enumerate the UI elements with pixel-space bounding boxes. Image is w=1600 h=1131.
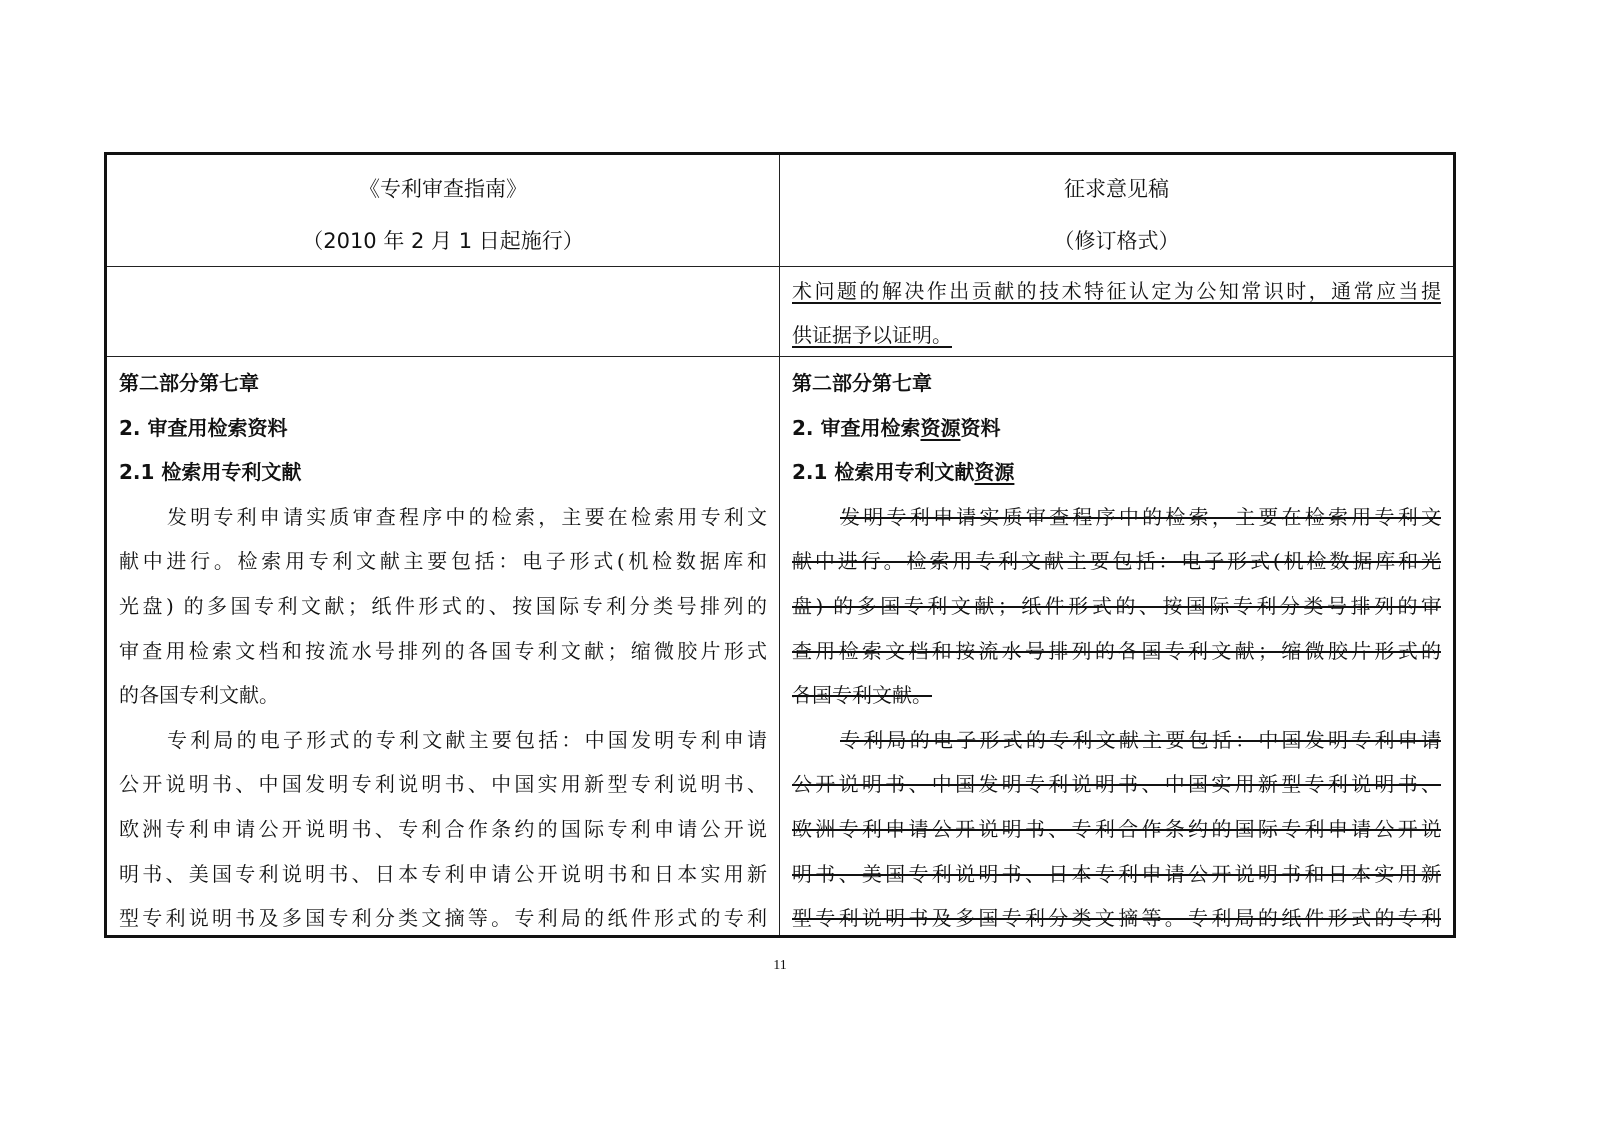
deleted-paragraph-line: 型专利说明书及多国专利分类文摘等。专利局的纸件形式的专利 xyxy=(792,906,1441,931)
paragraph-line: 明书、美国专利说明书、日本专利申请公开说明书和日本实用新 xyxy=(119,861,767,886)
inserted-text: 资源 xyxy=(974,460,1015,485)
deleted-paragraph-line: 查用检索文档和按流水号排列的各国专利文献；缩微胶片形式的 xyxy=(792,638,1441,663)
paragraph-line: 光盘) 的多国专利文献；纸件形式的、按国际专利分类号排列的 xyxy=(119,593,767,618)
deleted-paragraph-line: 盘) 的多国专利文献；纸件形式的、按国际专利分类号排列的审 xyxy=(792,593,1441,618)
right-continuation-cell xyxy=(780,267,1453,357)
comparison-table xyxy=(104,152,1456,938)
paragraph-line: 的各国专利文献。 xyxy=(119,683,279,708)
inserted-text-line: 供证据予以证明。 xyxy=(792,323,952,347)
deleted-paragraph-line: 各国专利文献。 xyxy=(792,683,932,708)
left-body-cell xyxy=(107,357,780,935)
deleted-paragraph-line: 欧洲专利申请公开说明书、专利合作条约的国际专利申请公开说 xyxy=(792,816,1441,841)
section-heading: 2. 审查用检索资源资料 xyxy=(792,415,1001,440)
left-header-title: 《专利审查指南》 xyxy=(359,177,527,201)
left-header-subtitle: （2010 年 2 月 1 日起施行） xyxy=(302,229,584,253)
chapter-heading: 第二部分第七章 xyxy=(119,371,259,395)
paragraph-line: 献中进行。检索用专利文献主要包括：电子形式(机检数据库和 xyxy=(119,549,767,574)
subsection-heading: 2.1 检索用专利文献资源 xyxy=(792,460,1015,485)
right-body-cell xyxy=(780,357,1453,935)
deleted-paragraph-line: 专利局的电子形式的专利文献主要包括：中国发明专利申请 xyxy=(840,727,1441,752)
right-header-subtitle: （修订格式） xyxy=(1053,229,1180,253)
section-heading: 2. 审查用检索资料 xyxy=(119,415,288,440)
deleted-paragraph-line: 发明专利申请实质审查程序中的检索，主要在检索用专利文 xyxy=(840,504,1441,529)
deleted-paragraph-line: 公开说明书、中国发明专利说明书、中国实用新型专利说明书、 xyxy=(792,772,1441,797)
paragraph-line: 审查用检索文档和按流水号排列的各国专利文献；缩微胶片形式 xyxy=(119,638,767,663)
subsection-heading: 2.1 检索用专利文献 xyxy=(119,460,302,485)
deleted-paragraph-line: 献中进行。检索用专利文献主要包括：电子形式(机检数据库和光 xyxy=(792,549,1441,574)
paragraph-line: 型专利说明书及多国专利分类文摘等。专利局的纸件形式的专利 xyxy=(119,906,767,931)
left-column-header xyxy=(107,155,780,267)
deleted-paragraph-line: 明书、美国专利说明书、日本专利申请公开说明书和日本实用新 xyxy=(792,861,1441,886)
left-continuation-cell xyxy=(107,267,780,357)
paragraph-line: 公开说明书、中国发明专利说明书、中国实用新型专利说明书、 xyxy=(119,772,767,797)
paragraph-line: 欧洲专利申请公开说明书、专利合作条约的国际专利申请公开说 xyxy=(119,816,767,841)
right-column-header xyxy=(780,155,1453,267)
inserted-text: 资源 xyxy=(920,415,961,440)
paragraph-line: 专利局的电子形式的专利文献主要包括：中国发明专利申请 xyxy=(167,727,767,752)
inserted-text-line: 术问题的解决作出贡献的技术特征认定为公知常识时，通常应当提 xyxy=(792,279,1441,303)
paragraph-line: 发明专利申请实质审查程序中的检索，主要在检索用专利文 xyxy=(167,504,767,529)
chapter-heading: 第二部分第七章 xyxy=(792,371,932,395)
page-number: 11 xyxy=(773,958,787,973)
right-header-title: 征求意见稿 xyxy=(1064,177,1169,201)
